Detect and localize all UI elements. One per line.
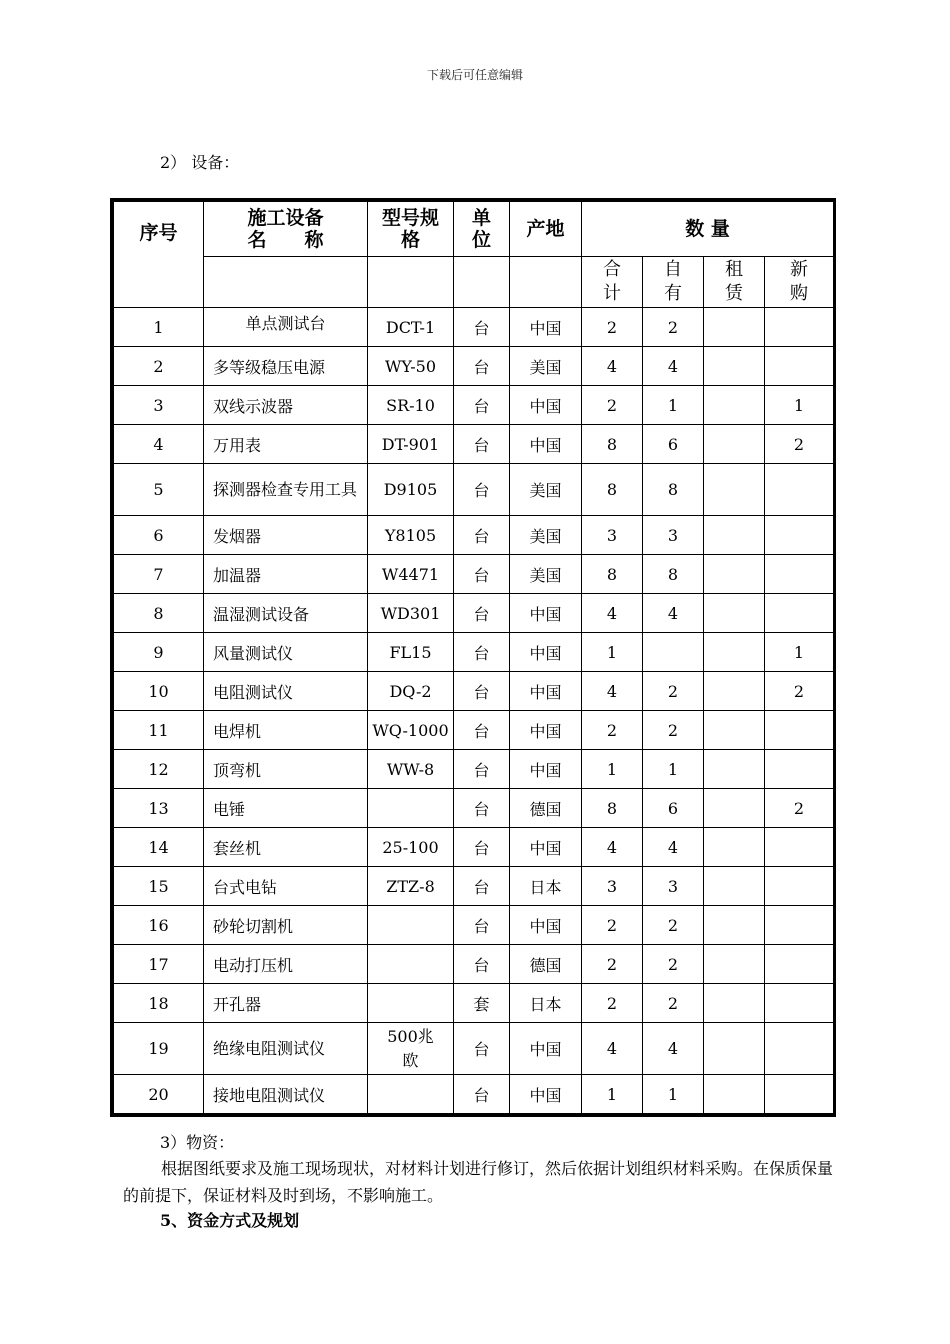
cell-unit: 台 <box>454 711 510 750</box>
cell-total: 2 <box>582 711 643 750</box>
cell-model: WY-50 <box>368 347 454 386</box>
cell-no: 19 <box>114 1023 204 1075</box>
header-seq: 序号 <box>114 202 204 308</box>
cell-name: 电焊机 <box>204 711 368 750</box>
cell-model <box>368 1075 454 1114</box>
table-row <box>114 711 834 750</box>
cell-own: 1 <box>643 750 704 789</box>
cell-no: 11 <box>114 711 204 750</box>
table-row <box>114 633 834 672</box>
cell-origin: 美国 <box>510 347 582 386</box>
cell-lease <box>704 1075 765 1114</box>
table-row <box>114 347 834 386</box>
cell-lease <box>704 516 765 555</box>
cell-total: 1 <box>582 750 643 789</box>
cell-lease <box>704 789 765 828</box>
cell-new <box>765 750 834 789</box>
cell-no: 17 <box>114 945 204 984</box>
cell-own: 2 <box>643 984 704 1023</box>
cell-name: 套丝机 <box>204 828 368 867</box>
cell-unit: 套 <box>454 984 510 1023</box>
cell-unit: 台 <box>454 945 510 984</box>
materials-paragraph: 根据图纸要求及施工现场现状，对材料计划进行修订，然后依据计划组织材料采购。在保质保量的前提下，保证材料及时到场，不影响施工。 <box>123 1159 834 1205</box>
cell-new <box>765 906 834 945</box>
cell-total: 8 <box>582 464 643 516</box>
subheader-new <box>765 257 834 308</box>
cell-model: W4471 <box>368 555 454 594</box>
cell-name: 电动打压机 <box>204 945 368 984</box>
header-model-line2: 格 <box>400 229 420 251</box>
subheader-own-line1: 自 <box>664 259 682 280</box>
header-unit <box>454 202 510 257</box>
cell-new <box>765 711 834 750</box>
cell-name: 开孔器 <box>204 984 368 1023</box>
cell-unit: 台 <box>454 906 510 945</box>
cell-name: 顶弯机 <box>204 750 368 789</box>
cell-name: 砂轮切割机 <box>204 906 368 945</box>
table-row <box>114 1075 834 1114</box>
cell-own: 8 <box>643 555 704 594</box>
table-row <box>114 1023 834 1075</box>
cell-name: 温湿测试设备 <box>204 594 368 633</box>
equipment-table-frame <box>110 198 836 1117</box>
cell-model: DQ-2 <box>368 672 454 711</box>
header-quantity: 数 量 <box>582 202 834 257</box>
cell-model: DT-901 <box>368 425 454 464</box>
subheader-total-line2: 计 <box>603 283 621 304</box>
cell-own: 2 <box>643 672 704 711</box>
section-equipment-heading: 2） 设备： <box>160 153 240 172</box>
cell-own: 1 <box>643 1075 704 1114</box>
cell-origin: 德国 <box>510 945 582 984</box>
cell-origin: 中国 <box>510 711 582 750</box>
cell-new: 2 <box>765 425 834 464</box>
cell-origin: 中国 <box>510 906 582 945</box>
cell-model: WQ-1000 <box>368 711 454 750</box>
cell-own: 3 <box>643 867 704 906</box>
cell-own: 1 <box>643 386 704 425</box>
cell-unit: 台 <box>454 750 510 789</box>
cell-origin: 中国 <box>510 1023 582 1075</box>
table-row <box>114 672 834 711</box>
section-materials-heading: 3）物资： <box>160 1133 235 1152</box>
cell-lease <box>704 555 765 594</box>
cell-origin: 中国 <box>510 828 582 867</box>
cell-lease <box>704 750 765 789</box>
cell-own: 3 <box>643 516 704 555</box>
cell-total: 3 <box>582 516 643 555</box>
cell-lease <box>704 464 765 516</box>
subheader-empty-origin <box>510 257 582 308</box>
cell-unit: 台 <box>454 633 510 672</box>
cell-name: 绝缘电阻测试仪 <box>204 1023 368 1075</box>
table-row <box>114 555 834 594</box>
subheader-own-line2: 有 <box>664 283 682 304</box>
cell-total: 4 <box>582 828 643 867</box>
cell-lease <box>704 594 765 633</box>
cell-total: 2 <box>582 945 643 984</box>
cell-lease <box>704 633 765 672</box>
cell-model <box>368 984 454 1023</box>
cell-new <box>765 464 834 516</box>
cell-name: 接地电阻测试仪 <box>204 1075 368 1114</box>
cell-name: 单点测试台 <box>204 308 368 347</box>
cell-unit: 台 <box>454 347 510 386</box>
cell-no: 14 <box>114 828 204 867</box>
cell-total: 4 <box>582 1023 643 1075</box>
cell-total: 2 <box>582 984 643 1023</box>
header-equipment-name <box>204 202 368 257</box>
table-row <box>114 945 834 984</box>
subheader-empty-name <box>204 257 368 308</box>
cell-new: 2 <box>765 672 834 711</box>
cell-new: 1 <box>765 633 834 672</box>
cell-unit: 台 <box>454 672 510 711</box>
table-row <box>114 425 834 464</box>
cell-no: 8 <box>114 594 204 633</box>
cell-own: 8 <box>643 464 704 516</box>
table-row <box>114 828 834 867</box>
cell-unit: 台 <box>454 867 510 906</box>
cell-new <box>765 555 834 594</box>
cell-new <box>765 594 834 633</box>
cell-total: 4 <box>582 594 643 633</box>
cell-no: 12 <box>114 750 204 789</box>
cell-name: 台式电钻 <box>204 867 368 906</box>
cell-new <box>765 308 834 347</box>
cell-name: 探测器检查专用工具 <box>204 464 368 516</box>
cell-model: WW-8 <box>368 750 454 789</box>
cell-no: 5 <box>114 464 204 516</box>
cell-no: 3 <box>114 386 204 425</box>
cell-name: 电阻测试仪 <box>204 672 368 711</box>
cell-origin: 中国 <box>510 425 582 464</box>
cell-total: 2 <box>582 386 643 425</box>
cell-origin: 日本 <box>510 867 582 906</box>
cell-own: 2 <box>643 711 704 750</box>
subheader-lease-line1: 租 <box>725 259 743 280</box>
cell-model: Y8105 <box>368 516 454 555</box>
table-row <box>114 516 834 555</box>
cell-model: ZTZ-8 <box>368 867 454 906</box>
cell-total: 8 <box>582 425 643 464</box>
cell-own: 4 <box>643 594 704 633</box>
cell-model <box>368 789 454 828</box>
cell-origin: 中国 <box>510 633 582 672</box>
cell-lease <box>704 828 765 867</box>
cell-own: 2 <box>643 308 704 347</box>
cell-total: 4 <box>582 347 643 386</box>
cell-total: 1 <box>582 1075 643 1114</box>
cell-origin: 美国 <box>510 516 582 555</box>
cell-lease <box>704 711 765 750</box>
cell-own: 2 <box>643 906 704 945</box>
cell-origin: 美国 <box>510 555 582 594</box>
cell-no: 20 <box>114 1075 204 1114</box>
cell-new: 2 <box>765 789 834 828</box>
subheader-lease <box>704 257 765 308</box>
cell-unit: 台 <box>454 308 510 347</box>
equipment-table <box>113 201 834 1114</box>
cell-origin: 德国 <box>510 789 582 828</box>
cell-origin: 美国 <box>510 464 582 516</box>
cell-no: 6 <box>114 516 204 555</box>
cell-unit: 台 <box>454 555 510 594</box>
header-model-line1: 型号规 <box>381 207 439 229</box>
header-origin: 产地 <box>510 202 582 257</box>
cell-lease <box>704 347 765 386</box>
cell-own: 2 <box>643 945 704 984</box>
cell-no: 1 <box>114 308 204 347</box>
table-row <box>114 906 834 945</box>
cell-lease <box>704 308 765 347</box>
cell-new <box>765 945 834 984</box>
header-unit-line2: 位 <box>471 229 491 251</box>
cell-origin: 中国 <box>510 1075 582 1114</box>
cell-model: D9105 <box>368 464 454 516</box>
cell-new <box>765 828 834 867</box>
cell-lease <box>704 867 765 906</box>
cell-lease <box>704 425 765 464</box>
cell-lease <box>704 906 765 945</box>
cell-unit: 台 <box>454 386 510 425</box>
cell-origin: 中国 <box>510 386 582 425</box>
cell-no: 9 <box>114 633 204 672</box>
cell-unit: 台 <box>454 828 510 867</box>
header-equipment-name-line2: 名 称 <box>247 229 324 251</box>
cell-no: 4 <box>114 425 204 464</box>
table-row <box>114 464 834 516</box>
subheader-total <box>582 257 643 308</box>
cell-total: 2 <box>582 906 643 945</box>
cell-own: 4 <box>643 1023 704 1075</box>
cell-model: 500兆欧 <box>368 1023 454 1075</box>
cell-no: 15 <box>114 867 204 906</box>
table-row <box>114 789 834 828</box>
table-row <box>114 867 834 906</box>
subheader-empty-unit <box>454 257 510 308</box>
table-row <box>114 984 834 1023</box>
cell-new <box>765 347 834 386</box>
cell-name: 风量测试仪 <box>204 633 368 672</box>
cell-no: 13 <box>114 789 204 828</box>
subheader-total-line1: 合 <box>603 259 621 280</box>
cell-own: 4 <box>643 347 704 386</box>
cell-name: 加温器 <box>204 555 368 594</box>
cell-unit: 台 <box>454 1075 510 1114</box>
cell-lease <box>704 984 765 1023</box>
cell-new <box>765 867 834 906</box>
cell-model: DCT-1 <box>368 308 454 347</box>
subheader-lease-line2: 赁 <box>725 283 743 304</box>
cell-unit: 台 <box>454 464 510 516</box>
table-row <box>114 594 834 633</box>
cell-new <box>765 1075 834 1114</box>
cell-total: 2 <box>582 308 643 347</box>
cell-name: 电锤 <box>204 789 368 828</box>
table-row <box>114 386 834 425</box>
cell-model <box>368 906 454 945</box>
cell-total: 8 <box>582 555 643 594</box>
cell-lease <box>704 672 765 711</box>
subheader-empty-model <box>368 257 454 308</box>
cell-own <box>643 633 704 672</box>
cell-model: SR-10 <box>368 386 454 425</box>
cell-name: 万用表 <box>204 425 368 464</box>
cell-origin: 中国 <box>510 750 582 789</box>
cell-no: 10 <box>114 672 204 711</box>
cell-own: 6 <box>643 425 704 464</box>
cell-name: 双线示波器 <box>204 386 368 425</box>
cell-no: 7 <box>114 555 204 594</box>
cell-total: 3 <box>582 867 643 906</box>
cell-lease <box>704 945 765 984</box>
cell-unit: 台 <box>454 1023 510 1075</box>
cell-new <box>765 516 834 555</box>
cell-name: 发烟器 <box>204 516 368 555</box>
cell-own: 4 <box>643 828 704 867</box>
cell-origin: 日本 <box>510 984 582 1023</box>
cell-new <box>765 984 834 1023</box>
subheader-new-line1: 新 <box>790 259 808 280</box>
cell-model: WD301 <box>368 594 454 633</box>
cell-unit: 台 <box>454 425 510 464</box>
section-funding-heading: 5、资金方式及规划 <box>160 1211 300 1230</box>
header-model <box>368 202 454 257</box>
cell-no: 16 <box>114 906 204 945</box>
cell-unit: 台 <box>454 594 510 633</box>
cell-own: 6 <box>643 789 704 828</box>
subheader-new-line2: 购 <box>790 283 808 304</box>
header-equipment-name-line1: 施工设备 <box>247 207 324 229</box>
cell-model <box>368 945 454 984</box>
cell-new: 1 <box>765 386 834 425</box>
table-row <box>114 308 834 347</box>
cell-name: 多等级稳压电源 <box>204 347 368 386</box>
cell-model: 25-100 <box>368 828 454 867</box>
cell-origin: 中国 <box>510 672 582 711</box>
cell-no: 18 <box>114 984 204 1023</box>
cell-no: 2 <box>114 347 204 386</box>
header-watermark: 下载后可任意编辑 <box>426 68 523 82</box>
cell-new <box>765 1023 834 1075</box>
header-unit-line1: 单 <box>471 207 491 229</box>
cell-lease <box>704 1023 765 1075</box>
cell-total: 1 <box>582 633 643 672</box>
cell-total: 4 <box>582 672 643 711</box>
cell-unit: 台 <box>454 789 510 828</box>
cell-model: FL15 <box>368 633 454 672</box>
table-row <box>114 750 834 789</box>
cell-total: 8 <box>582 789 643 828</box>
cell-origin: 中国 <box>510 308 582 347</box>
cell-origin: 中国 <box>510 594 582 633</box>
cell-unit: 台 <box>454 516 510 555</box>
equipment-table-body <box>114 308 834 1114</box>
cell-lease <box>704 386 765 425</box>
subheader-own <box>643 257 704 308</box>
